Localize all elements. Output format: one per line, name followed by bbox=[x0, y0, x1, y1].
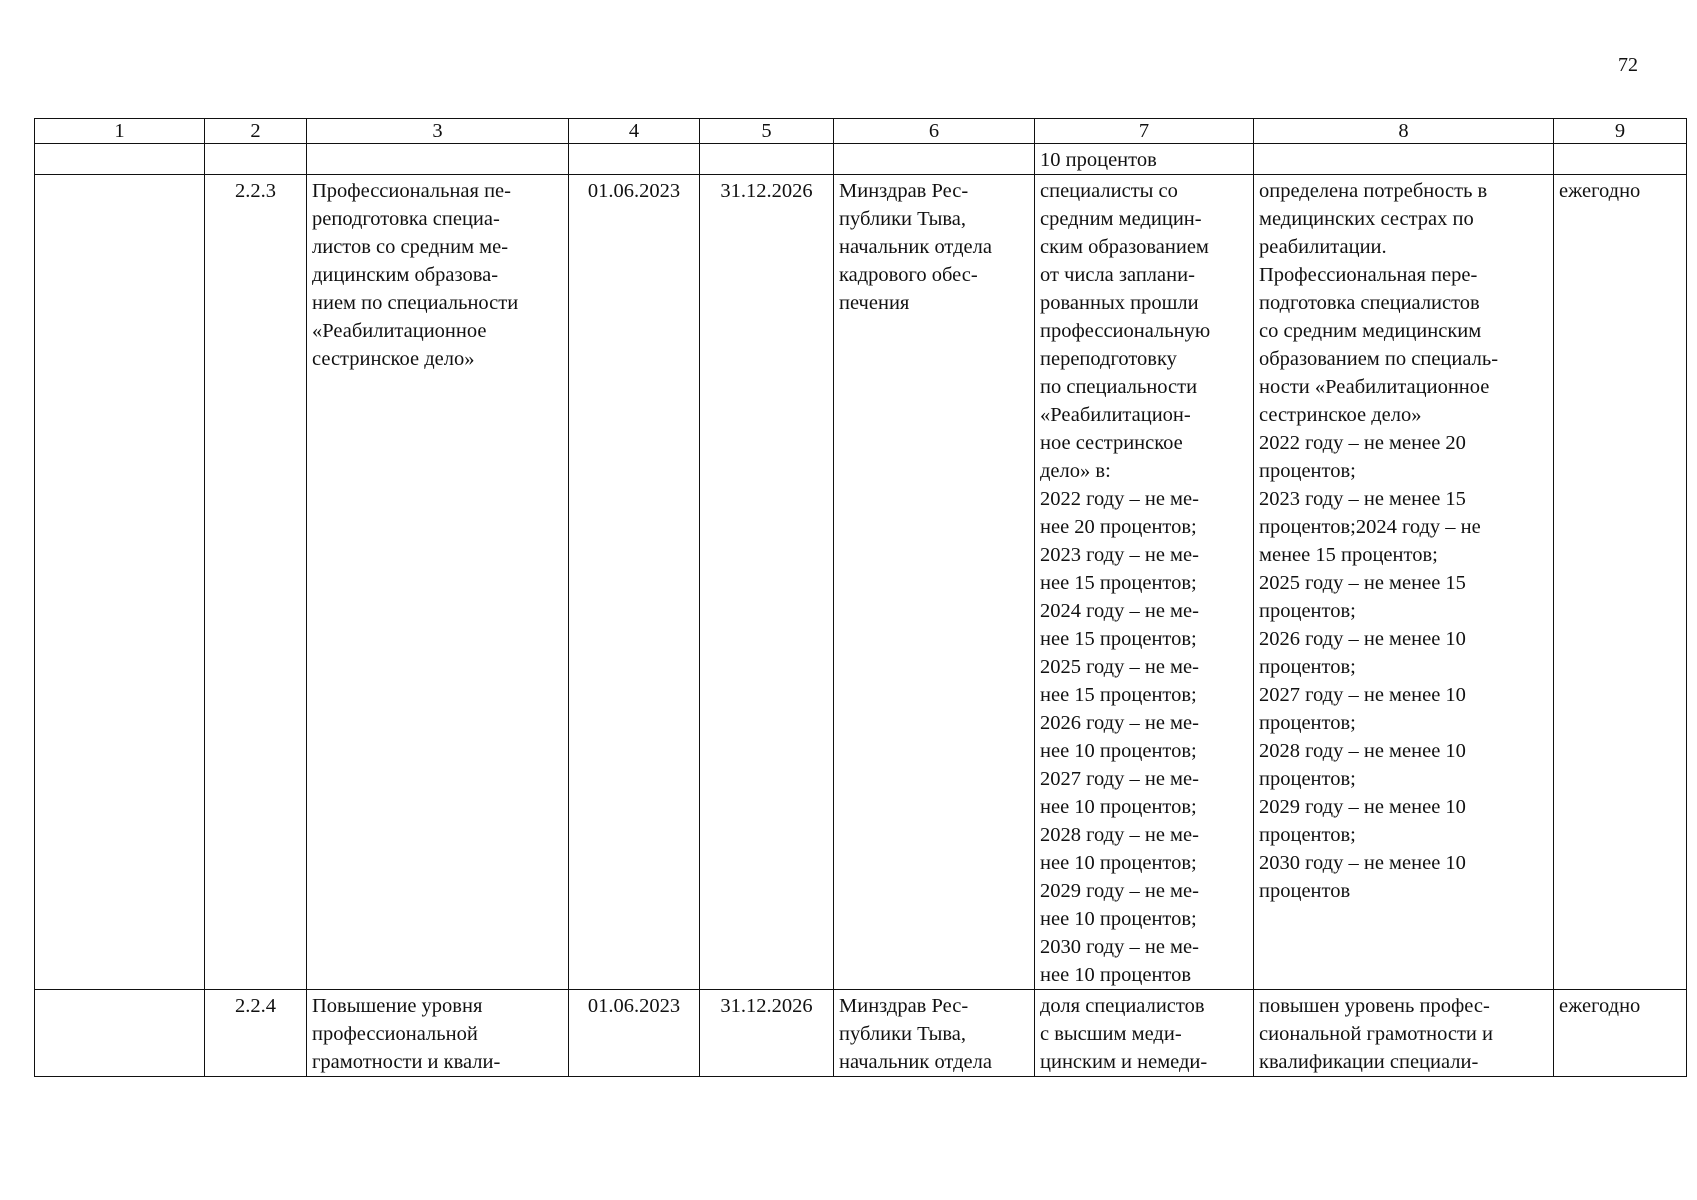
indicator: специалисты со средним медицин- ским образованием от числа заплани- рованных прошли профессиональную переподготовку по специальности «Реабилитацион- ное сестринское дело» в: 2022 году – не ме- нее 20 процентов; 2023 году – не ме- нее 15 процентов; 2024 году – не ме- нее 15 процентов; 2025 году – не ме- нее 15 процентов; 2026 году – не ме- нее 10 процентов; 2027 году – не ме- нее 10 процентов; 2028 году – не ме- нее 10 процентов; 2029 году – не ме- нее 10 процентов; 2030 году – не ме- нее 10 процентов bbox=[1035, 175, 1254, 990]
header-col-4: 4 bbox=[569, 119, 700, 144]
table-row bbox=[35, 175, 1687, 990]
header-col-9: 9 bbox=[1554, 119, 1687, 144]
page-number: 72 bbox=[1618, 54, 1638, 76]
start-date: 01.06.2023 bbox=[569, 990, 700, 1077]
header-row bbox=[35, 119, 1687, 144]
end-date: 31.12.2026 bbox=[700, 990, 834, 1077]
header-col-2: 2 bbox=[205, 119, 307, 144]
header-col-7: 7 bbox=[1035, 119, 1254, 144]
table-row bbox=[35, 990, 1687, 1077]
responsible: Минздрав Рес- публики Тыва, начальник отдела кадрового обес- печения bbox=[834, 175, 1035, 990]
header-col-1: 1 bbox=[35, 119, 205, 144]
continuation-indicator: 10 процентов bbox=[1035, 144, 1254, 175]
item-title: Профессиональная пе- реподготовка специа- листов со средним ме- дицинским образова- нием по специальности «Реабилитационное сестринское дело» bbox=[307, 175, 569, 990]
empty-cell bbox=[35, 990, 205, 1077]
plan-table bbox=[34, 118, 1687, 1077]
frequency: ежегодно bbox=[1554, 990, 1687, 1077]
header-col-8: 8 bbox=[1254, 119, 1554, 144]
start-date: 01.06.2023 bbox=[569, 175, 700, 990]
item-title: Повышение уровня профессиональной грамотности и квали- bbox=[307, 990, 569, 1077]
empty-cell bbox=[35, 175, 205, 990]
frequency: ежегодно bbox=[1554, 175, 1687, 990]
header-col-5: 5 bbox=[700, 119, 834, 144]
result: повышен уровень профес- сиональной грамотности и квалификации специали- bbox=[1254, 990, 1554, 1077]
indicator: доля специалистов с высшим меди- цинским и немеди- bbox=[1035, 990, 1254, 1077]
header-col-3: 3 bbox=[307, 119, 569, 144]
result: определена потребность в медицинских сестрах по реабилитации. Профессиональная пере- подготовка специалистов со средним медицинским образованием по специаль- ности «Реабилитационное сестринское дело» 2022 году – не менее 20 процентов; 2023 году – не менее 15 процентов;2024 году – не менее 15 процентов; 2025 году – не менее 15 процентов; 2026 году – не менее 10 процентов; 2027 году – не менее 10 процентов; 2028 году – не менее 10 процентов; 2029 году – не менее 10 процентов; 2030 году – не менее 10 процентов bbox=[1254, 175, 1554, 990]
header-col-6: 6 bbox=[834, 119, 1035, 144]
responsible: Минздрав Рес- публики Тыва, начальник отдела bbox=[834, 990, 1035, 1077]
end-date: 31.12.2026 bbox=[700, 175, 834, 990]
item-number: 2.2.4 bbox=[205, 990, 307, 1077]
continuation-row bbox=[35, 144, 1687, 175]
item-number: 2.2.3 bbox=[205, 175, 307, 990]
